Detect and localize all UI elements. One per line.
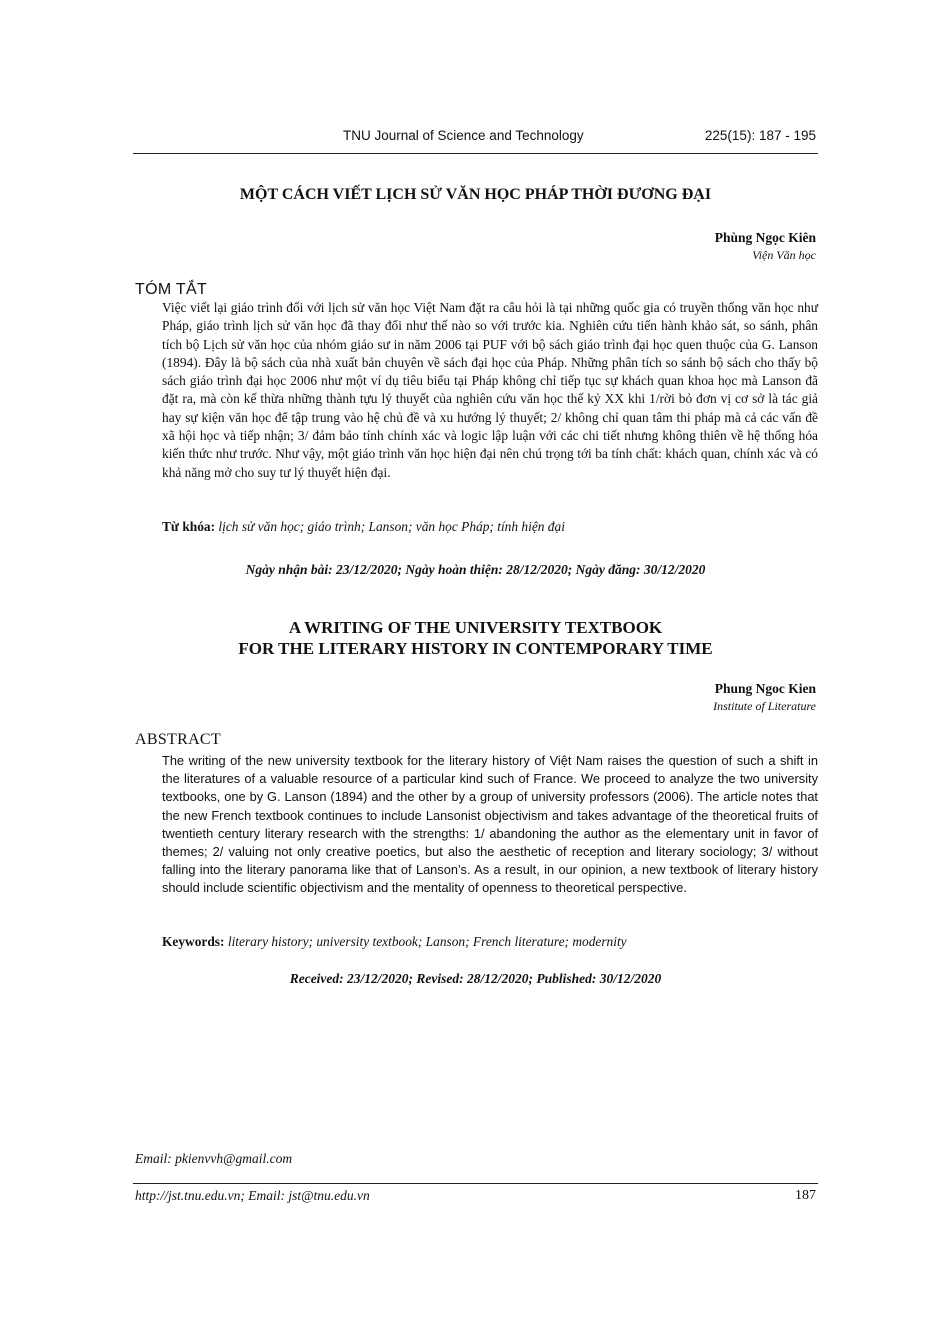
footer-divider	[133, 1183, 818, 1184]
dates-vietnamese: Ngày nhận bài: 23/12/2020; Ngày hoàn thiện: 28/12/2020; Ngày đăng: 30/12/2020	[245, 562, 706, 577]
title-english-line-1: A WRITING OF THE UNIVERSITY TEXTBOOK	[288, 618, 663, 637]
keywords-list-english: literary history; university textbook; Lanson; French literature; modernity	[227, 934, 627, 949]
dates-english: Received: 23/12/2020; Revised: 28/12/2020; Published: 30/12/2020	[289, 971, 662, 986]
author-english: Phung Ngoc Kien	[714, 681, 816, 696]
abstract-vietnamese: Việc viết lại giáo trình đối với lịch sử văn học Việt Nam đặt ra câu hỏi là tại những quốc gia có truyền thống văn học như Pháp, giáo trình lịch sử văn học đã thay đổi như thế nào so với trước kia. Nghiên cứu tiến hành khảo sát, so sánh, phân tích bộ Lịch sử văn học của nhóm giáo sư in năm 2006 tại PUF với bộ sách giáo trình đại học quen thuộc của G. Lanson (1894). Đây là bộ sách của nhà xuất bản chuyên về sách đại học của Pháp. Những phân tích so sánh bộ sách cho thấy bộ sách giáo trình đại học 2006 như một ví dụ tiêu biểu tại Pháp không chỉ tiếp tục sự khách quan khoa học mà Lanson đã đặt ra, mà còn kế thừa những thành tựu lý thuyết của nghiên cứu văn học thế kỷ XX khi 1/rời bỏ đơn vị cơ sở là tác giả hay sự kiện văn học để tập trung vào hệ chủ đề và xu hướng lý thuyết; 2/ không chỉ quan tâm thi pháp mà cả các vấn đề xã hội học và tiếp nhận; 3/ đảm bảo tính chính xác và logic lập luận với các chi tiết nhưng không thiên về hệ thống hóa kiến thức như trước. Như vậy, một giáo trình văn học hiện đại nên chú trọng tới ba tính chất: khách quan, chính xác và có khả năng mở cho suy tư lý thuyết hiện đại.	[162, 300, 818, 480]
author-email: Email: pkienvvh@gmail.com	[135, 1151, 293, 1166]
title-english-line-2: FOR THE LITERARY HISTORY IN CONTEMPORARY TIME	[238, 639, 713, 658]
keywords-english	[162, 934, 818, 950]
affiliation-vietnamese: Viện Văn học	[752, 248, 816, 262]
title-english	[133, 617, 818, 659]
abstract-english: The writing of the new university textbook for the literary history of Việt Nam raises the question of such a shift in the literatures of a valuable resource of a particular kind such of France. We proceed to analyze the two university textbooks, one by G. Lanson (1894) and the other by a group of university professors (2006). The article notes that the new French textbook continues to include Lansonist objectivism and takes advantage of the theoretical fruits of twentieth century literary research with the strengths: 1/ abandoning the author as the elementary unit in favor of themes; 2/ valuing not only creative poetics, but also the aesthetic of reception and literary sociology; 3/ without falling into the literary panorama like that of Lanson’s. As a result, in our opinion, a new textbook of literary history should include scientific objectivism and the mentality of openness to theoretical perspective.	[162, 753, 818, 896]
keywords-list-vietnamese: lịch sử văn học; giáo trình; Lanson; văn học Pháp; tính hiện đại	[218, 519, 565, 534]
author-vietnamese: Phùng Ngọc Kiên	[714, 230, 816, 245]
page-number: 187	[795, 1188, 816, 1203]
abstract-heading-english: ABSTRACT	[135, 731, 221, 748]
journal-links: http://jst.tnu.edu.vn; Email: jst@tnu.edu.vn	[135, 1188, 370, 1203]
keywords-label-english: Keywords:	[162, 934, 225, 949]
keywords-label-vietnamese: Từ khóa:	[162, 519, 216, 534]
abstract-heading-vietnamese: TÓM TẮT	[135, 281, 208, 298]
keywords-vietnamese	[162, 519, 818, 535]
header-divider	[133, 153, 818, 154]
journal-name: TNU Journal of Science and Technology	[343, 128, 584, 143]
issue-pages: 225(15): 187 - 195	[704, 128, 816, 143]
title-vietnamese: MỘT CÁCH VIẾT LỊCH SỬ VĂN HỌC PHÁP THỜI ĐƯƠNG ĐẠI	[239, 186, 712, 203]
affiliation-english: Institute of Literature	[713, 699, 816, 713]
